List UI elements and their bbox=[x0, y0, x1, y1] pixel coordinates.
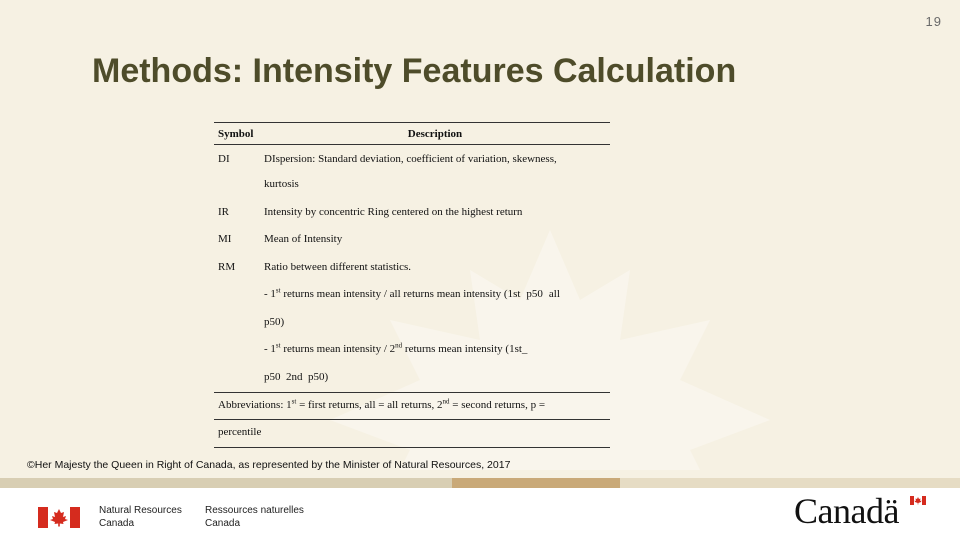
abbreviations-text-cont: percentile bbox=[214, 420, 610, 448]
row-symbol bbox=[214, 172, 260, 200]
row-description: kurtosis bbox=[264, 178, 299, 190]
slide-title: Methods: Intensity Features Calculation bbox=[92, 52, 737, 90]
table-row bbox=[214, 282, 610, 310]
table-row bbox=[214, 337, 610, 365]
row-symbol: IR bbox=[218, 205, 229, 218]
row-description: Mean of Intensity bbox=[264, 233, 343, 245]
rm-ratio-line-2: - 1st returns mean intensity / 2nd returns mean intensity (1st_ bbox=[264, 341, 528, 355]
row-symbol: MI bbox=[218, 233, 232, 245]
abbreviations-row bbox=[214, 392, 610, 420]
department-name-fr: Ressources naturelles Canada bbox=[205, 505, 304, 529]
features-table bbox=[214, 122, 610, 448]
copyright-notice: ©Her Majesty the Queen in Right of Canada, as represented by the Minister of Natural Resources, 2017 bbox=[27, 459, 511, 471]
table-row bbox=[214, 172, 610, 200]
table-row bbox=[214, 310, 610, 338]
row-symbol: DI bbox=[218, 153, 230, 165]
abbreviations-text: Abbreviations: 1st = first returns, all = all returns, 2nd = second returns, p = bbox=[214, 392, 610, 420]
table-row bbox=[214, 227, 610, 255]
page-number: 19 bbox=[925, 14, 942, 29]
footer-accent-bar bbox=[0, 478, 960, 488]
row-symbol: RM bbox=[218, 260, 236, 273]
rm-ratio-line-1-cont: p50) bbox=[264, 315, 285, 328]
table-header-row bbox=[214, 123, 610, 145]
canada-wordmark: Canadä bbox=[794, 491, 899, 531]
row-description: Intensity by concentric Ring centered on the highest return bbox=[264, 205, 523, 218]
footer bbox=[0, 488, 960, 540]
table-row bbox=[214, 255, 610, 283]
wordmark-flag-icon bbox=[910, 496, 926, 505]
table-row bbox=[214, 365, 610, 393]
abbreviations-row bbox=[214, 420, 610, 448]
row-description: DIspersion: Standard deviation, coefficient of variation, skewness, bbox=[264, 153, 557, 165]
rm-ratio-line-2-cont: p50 2nd p50) bbox=[264, 370, 329, 383]
header-description: Description bbox=[260, 123, 610, 145]
row-description: Ratio between different statistics. bbox=[264, 260, 412, 273]
department-name-en: Natural Resources Canada bbox=[99, 505, 182, 529]
table-row bbox=[214, 200, 610, 228]
rm-ratio-line-1: - 1st returns mean intensity / all returns mean intensity (1st p50 all bbox=[264, 286, 560, 300]
header-symbol: Symbol bbox=[214, 123, 260, 145]
table-row bbox=[214, 145, 610, 173]
canada-flag-icon bbox=[38, 507, 80, 528]
